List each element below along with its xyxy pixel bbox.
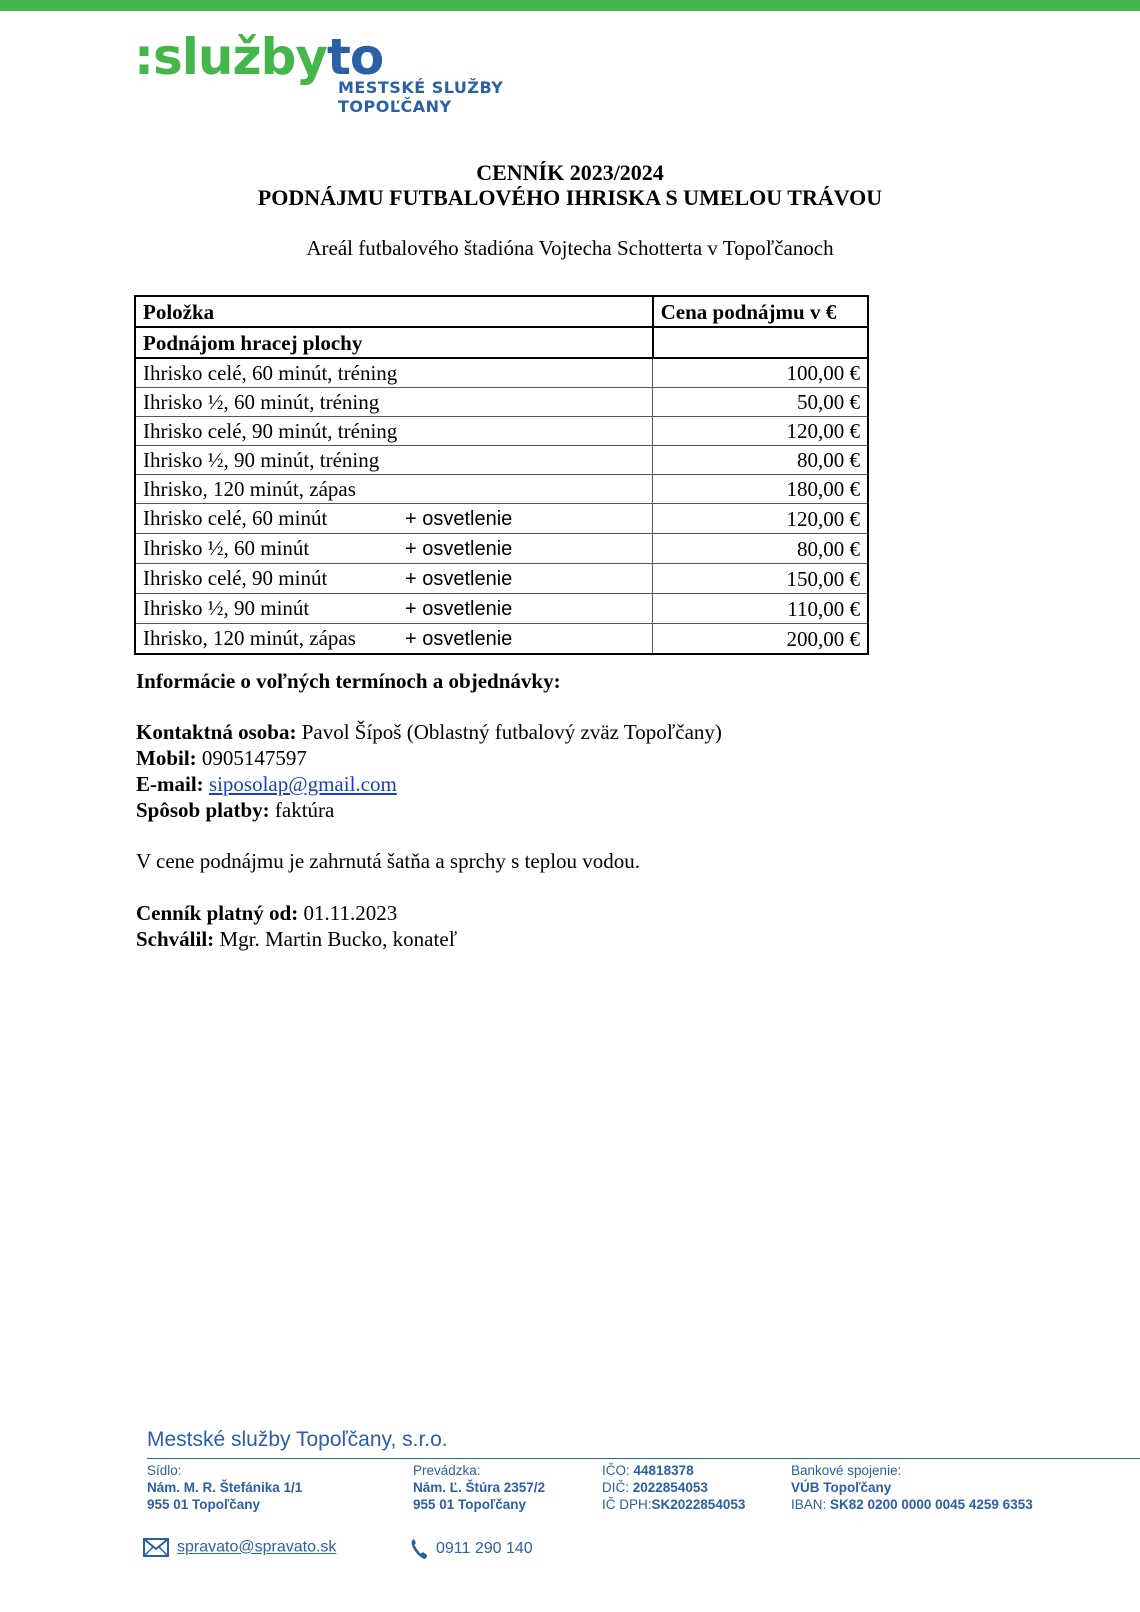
- subtitle: Areál futbalového štadióna Vojtecha Schotterta v Topoľčanoch: [306, 236, 834, 260]
- office-label: Prevádzka:: [413, 1463, 481, 1478]
- footer-bank: [791, 1462, 1033, 1513]
- header-price: Cena podnájmu v €: [653, 296, 868, 327]
- logo-word-green: služby: [153, 28, 327, 86]
- footer-company: Mestské služby Topoľčany, s.r.o.: [147, 1428, 448, 1451]
- info-heading: Informácie o voľných termínoch a objednávky:: [136, 669, 561, 693]
- logo-colon: :: [134, 28, 153, 86]
- row-item-cell: [135, 475, 653, 504]
- row-item-cell: [135, 594, 653, 624]
- header-item: Položka: [135, 296, 653, 327]
- row-price: 110,00 €: [653, 594, 868, 624]
- seat-label: Sídlo:: [147, 1463, 182, 1478]
- logo-word-blue: to: [326, 28, 384, 86]
- ico-value: 44818378: [633, 1463, 694, 1478]
- seat-line2: 955 01 Topoľčany: [147, 1497, 260, 1512]
- row-item-cell: [135, 417, 653, 446]
- payment-value: faktúra: [274, 798, 335, 822]
- footer-ids: [602, 1462, 745, 1513]
- mobile-value: 0905147597: [201, 746, 307, 770]
- valid-value: 01.11.2023: [303, 901, 398, 925]
- email-line: [136, 771, 397, 797]
- row-item: Ihrisko celé, 90 minút: [143, 566, 328, 590]
- footer-divider: [147, 1458, 1140, 1459]
- icdph-value: SK2022854053: [651, 1497, 746, 1512]
- row-item: Ihrisko celé, 60 minút, tréning: [143, 361, 398, 385]
- approved-line: [136, 926, 457, 952]
- approved-label: Schválil:: [136, 927, 215, 951]
- table-row: [135, 475, 868, 504]
- table-row: [135, 417, 868, 446]
- row-item: Ihrisko ½, 60 minút, tréning: [143, 390, 380, 414]
- row-price: 200,00 €: [653, 624, 868, 655]
- top-green-bar: [0, 0, 1140, 11]
- row-price: 150,00 €: [653, 564, 868, 594]
- row-extra: + osvetlenie: [405, 538, 513, 560]
- table-row: [135, 504, 868, 534]
- note-line: V cene podnájmu je zahrnutá šatňa a sprchy s teplou vodou.: [136, 849, 641, 873]
- row-item-cell: [135, 446, 653, 475]
- row-price: 120,00 €: [653, 504, 868, 534]
- table-row: [135, 446, 868, 475]
- dic-label: DIČ:: [602, 1480, 629, 1495]
- row-price: 80,00 €: [653, 446, 868, 475]
- table-row: [135, 594, 868, 624]
- email-label: E-mail:: [136, 772, 204, 796]
- title-line1: CENNÍK 2023/2024: [476, 160, 664, 185]
- table-row: [135, 388, 868, 417]
- section-price-empty: [653, 327, 868, 358]
- valid-label: Cenník platný od:: [136, 901, 299, 925]
- company-logo: [134, 28, 504, 118]
- contact-label: Kontaktná osoba:: [136, 720, 297, 744]
- row-item: Ihrisko ½, 90 minút, tréning: [143, 448, 380, 472]
- footer-office: [413, 1462, 545, 1513]
- logo-sub-line2: TOPOĽČANY: [338, 97, 452, 116]
- row-item: Ihrisko celé, 90 minút, tréning: [143, 419, 398, 443]
- iban-value: SK82 0200 0000 0045 4259 6353: [830, 1497, 1033, 1512]
- icdph-label: IČ DPH:: [602, 1497, 652, 1512]
- row-item: Ihrisko, 120 minút, zápas: [143, 626, 356, 650]
- row-price: 100,00 €: [653, 358, 868, 388]
- footer-email: [143, 1538, 336, 1557]
- footer-seat: [147, 1462, 302, 1513]
- row-item-cell: [135, 624, 653, 655]
- ico-label: IČO:: [602, 1463, 630, 1478]
- table-row: [135, 358, 868, 388]
- row-price: 120,00 €: [653, 417, 868, 446]
- title-line2: PODNÁJMU FUTBALOVÉHO IHRISKA S UMELOU TRÁVOU: [257, 185, 883, 210]
- bank-label: Bankové spojenie:: [791, 1463, 902, 1478]
- contact-line: [136, 719, 722, 745]
- payment-label: Spôsob platby:: [136, 798, 270, 822]
- table-section-row: [135, 327, 868, 358]
- price-table: [134, 295, 869, 655]
- row-item: Ihrisko, 120 minút, zápas: [143, 477, 356, 501]
- row-extra: + osvetlenie: [405, 598, 513, 620]
- email-link[interactable]: siposolap@gmail.com: [208, 772, 397, 796]
- row-item: Ihrisko ½, 90 minút: [143, 596, 310, 620]
- row-price: 50,00 €: [653, 388, 868, 417]
- footer-phone: [410, 1538, 533, 1560]
- phone-icon: [410, 1538, 428, 1560]
- row-price: 180,00 €: [653, 475, 868, 504]
- row-item: Ihrisko celé, 60 minút: [143, 506, 328, 530]
- mobile-line: [136, 745, 307, 771]
- row-item-cell: [135, 534, 653, 564]
- row-extra: + osvetlenie: [405, 568, 513, 590]
- seat-line1: Nám. M. R. Štefánika 1/1: [147, 1480, 303, 1495]
- contact-value: Pavol Šípoš (Oblastný futbalový zväz Topoľčany): [301, 720, 722, 744]
- office-line2: 955 01 Topoľčany: [413, 1497, 526, 1512]
- mobile-label: Mobil:: [136, 746, 197, 770]
- table-body: [135, 358, 868, 654]
- row-price: 80,00 €: [653, 534, 868, 564]
- row-item-cell: [135, 564, 653, 594]
- logo-sub-line1: MESTSKÉ SLUŽBY: [338, 78, 504, 97]
- valid-line: [136, 900, 397, 926]
- row-item-cell: [135, 388, 653, 417]
- approved-value: Mgr. Martin Bucko, konateľ: [219, 927, 458, 951]
- dic-value: 2022854053: [632, 1480, 708, 1495]
- row-item-cell: [135, 358, 653, 388]
- section-title: Podnájom hracej plochy: [135, 327, 653, 358]
- table-row: [135, 564, 868, 594]
- table-header-row: [135, 296, 868, 327]
- row-extra: + osvetlenie: [405, 508, 513, 530]
- iban-label: IBAN:: [791, 1497, 827, 1512]
- table-row: [135, 624, 868, 655]
- footer-email-link[interactable]: spravato@spravato.sk: [177, 1538, 337, 1556]
- office-line1: Nám. Ľ. Štúra 2357/2: [413, 1480, 546, 1495]
- envelope-icon: [143, 1538, 169, 1557]
- payment-line: [136, 797, 334, 823]
- bank-name: VÚB Topoľčany: [791, 1480, 892, 1495]
- footer-phone-number: 0911 290 140: [436, 1540, 533, 1558]
- row-item-cell: [135, 504, 653, 534]
- row-extra: + osvetlenie: [405, 628, 513, 650]
- row-item: Ihrisko ½, 60 minút: [143, 536, 310, 560]
- table-row: [135, 534, 868, 564]
